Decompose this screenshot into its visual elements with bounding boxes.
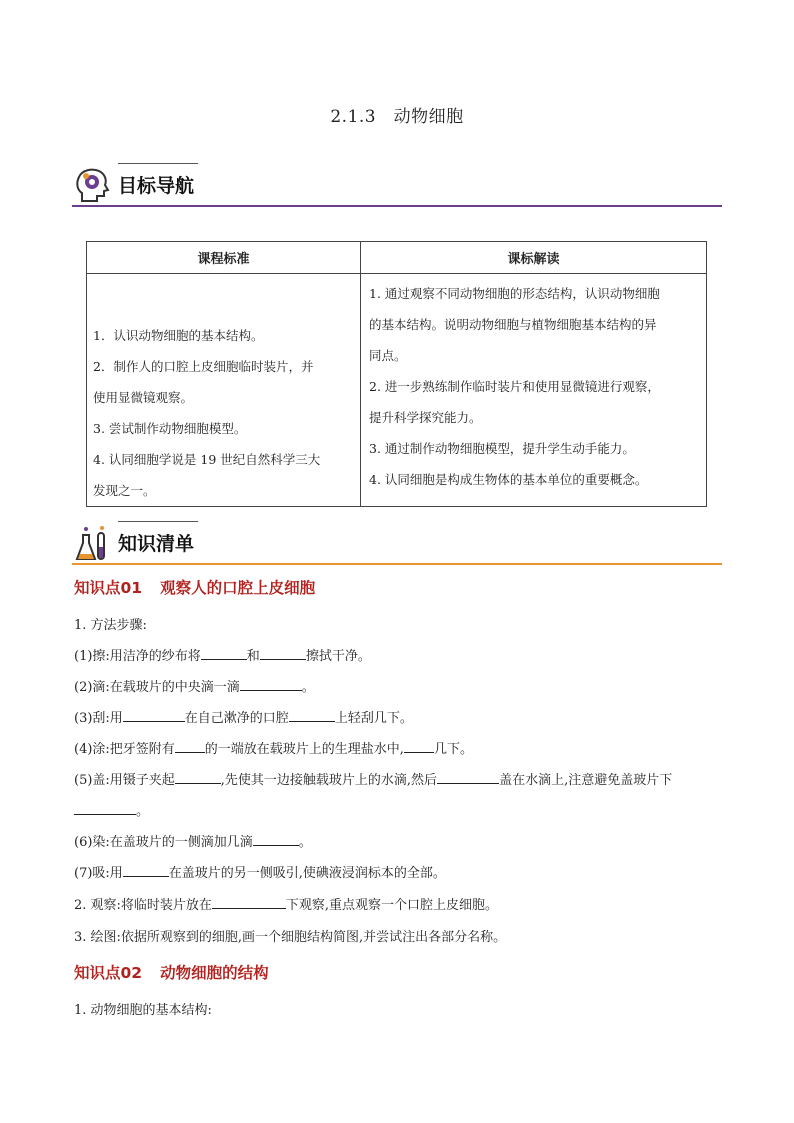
text-span: (7)吸:用 <box>74 866 123 881</box>
section-label: 目标导航 <box>118 175 195 197</box>
table-header-standard: 课程标准 <box>87 242 361 274</box>
fill-line <box>74 894 498 913</box>
page-title: 2.1.3 动物细胞 <box>330 107 464 127</box>
text-span: (1)擦:用洁净的纱布将 <box>74 649 201 664</box>
answer-blank[interactable] <box>123 708 185 722</box>
interpretation-line: 2. 进一步熟练制作临时装片和使用显微镜进行观察， <box>369 379 660 394</box>
fill-line <box>74 862 446 881</box>
interpretation-line: 3. 通过制作动物细胞模型，提升学生动手能力。 <box>369 441 635 456</box>
fill-line <box>74 676 315 695</box>
knowledge-point-number: 知识点02 <box>74 964 143 982</box>
section-header-goals <box>72 163 722 207</box>
text-span: (6)染:在盖玻片的一侧滴加几滴 <box>74 835 253 850</box>
knowledge-point-title: 动物细胞的结构 <box>160 964 269 982</box>
fill-line <box>74 738 473 757</box>
fill-line <box>74 645 371 664</box>
interpretation-cell <box>361 274 707 507</box>
text-span: 的一端放在载玻片上的生理盐水中, <box>204 742 404 757</box>
standard-cell <box>87 274 361 507</box>
text-span: (3)刮:用 <box>74 711 123 726</box>
text-span: 。 <box>136 804 150 819</box>
answer-blank[interactable] <box>175 770 221 784</box>
answer-blank[interactable] <box>260 646 306 660</box>
standard-line: 3. 尝试制作动物细胞模型。 <box>93 421 247 436</box>
knowledge-point-heading <box>74 961 269 983</box>
answer-blank[interactable] <box>175 739 205 753</box>
knowledge-point-number: 知识点01 <box>74 579 143 597</box>
standard-line: 2．制作人的口腔上皮细胞临时装片，并 <box>93 359 314 374</box>
standard-line: 使用显微镜观察。 <box>93 390 194 405</box>
answer-blank[interactable] <box>74 801 136 815</box>
standard-line: 4. 认同细胞学说是 19 世纪自然科学三大 <box>93 452 321 467</box>
interpretation-line: 的基本结构。说明动物细胞与植物细胞基本结构的异 <box>369 317 657 332</box>
knowledge-point-title: 观察人的口腔上皮细胞 <box>160 579 316 597</box>
interpretation-line: 4. 认同细胞是构成生物体的基本单位的重要概念。 <box>369 472 648 487</box>
text-line: 1. 方法步骤: <box>74 618 147 633</box>
answer-blank[interactable] <box>253 832 299 846</box>
interpretation-line: 1. 通过观察不同动物细胞的形态结构，认识动物细胞 <box>369 286 660 301</box>
answer-blank[interactable] <box>123 863 169 877</box>
header-top-line <box>118 521 198 522</box>
text-span: ,先使其一边接触载玻片上的水滴,然后 <box>220 773 438 788</box>
text-span: 擦拭干净。 <box>305 649 371 664</box>
fill-line <box>74 831 312 850</box>
knowledge-point-heading <box>74 576 315 598</box>
text-span: (5)盖:用镊子夹起 <box>74 773 175 788</box>
answer-blank[interactable] <box>289 708 335 722</box>
text-span: 在自己漱净的口腔 <box>184 711 289 726</box>
text-span: 几下。 <box>433 742 473 757</box>
interpretation-line: 提升科学探究能力。 <box>369 410 482 425</box>
lab-flasks-icon <box>72 523 112 563</box>
section-rule <box>72 205 722 207</box>
answer-blank[interactable] <box>437 770 499 784</box>
section-label: 知识清单 <box>118 533 195 555</box>
text-span: 。 <box>301 680 315 695</box>
fill-line <box>74 800 149 819</box>
goals-table <box>86 241 707 507</box>
text-line: 3. 绘图:依据所观察到的细胞,画一个细胞结构简图,并尝试注出各部分名称。 <box>74 930 507 945</box>
answer-blank[interactable] <box>404 739 434 753</box>
answer-blank[interactable] <box>240 677 302 691</box>
answer-blank[interactable] <box>201 646 247 660</box>
fill-line <box>74 769 672 788</box>
interpretation-line: 同点。 <box>369 348 407 363</box>
section-header-knowledge <box>72 521 722 565</box>
text-span: 在盖玻片的另一侧吸引,使碘液浸润标本的全部。 <box>168 866 446 881</box>
text-span: 下观察,重点观察一个口腔上皮细胞。 <box>285 898 499 913</box>
standard-line: 发现之一。 <box>93 483 156 498</box>
head-gears-icon <box>72 165 112 205</box>
header-top-line <box>118 163 198 164</box>
answer-blank[interactable] <box>212 895 286 909</box>
text-span: (2)滴:在载玻片的中央滴一滴 <box>74 680 240 695</box>
text-span: 2. 观察:将临时装片放在 <box>74 898 212 913</box>
text-span: 。 <box>298 835 312 850</box>
text-span: (4)涂:把牙签附有 <box>74 742 175 757</box>
text-span: 上轻刮几下。 <box>334 711 413 726</box>
text-line: 1. 动物细胞的基本结构: <box>74 1003 212 1018</box>
section-rule <box>72 563 722 565</box>
fill-line <box>74 707 413 726</box>
table-header-interpretation: 课标解读 <box>361 242 707 274</box>
text-span: 盖在水滴上,注意避免盖玻片下 <box>499 773 673 788</box>
standard-line: 1．认识动物细胞的基本结构。 <box>93 328 264 343</box>
text-span: 和 <box>246 649 260 664</box>
